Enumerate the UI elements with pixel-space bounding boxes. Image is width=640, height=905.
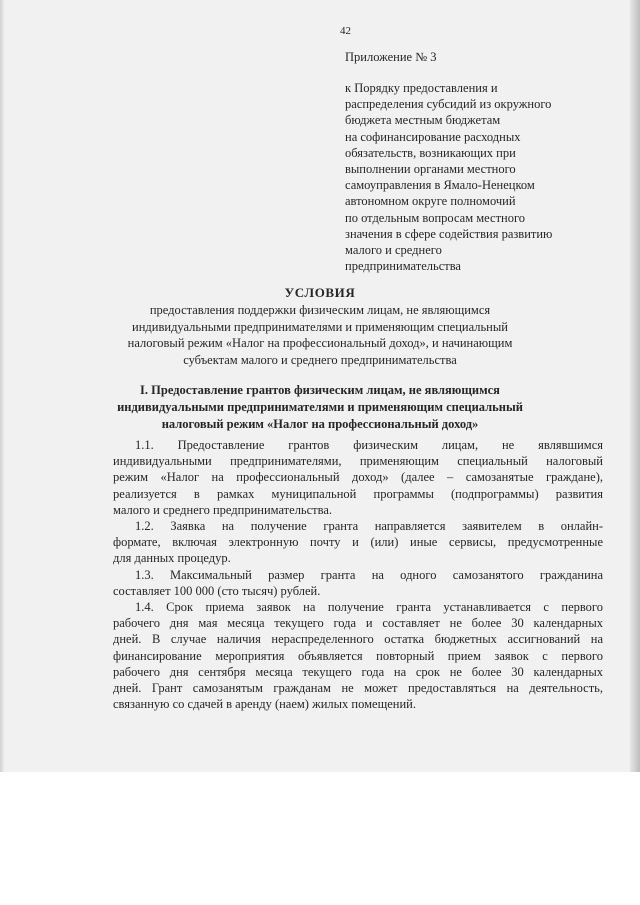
paragraph-line: 1.4. Срок приема заявок на получение гранта устанавливается с первого bbox=[135, 600, 603, 615]
appendix-reference-line: к Порядку предоставления и bbox=[345, 81, 498, 95]
scan-left-edge bbox=[0, 0, 4, 772]
paragraph-1-4 bbox=[113, 599, 603, 712]
paragraph-line: 1.3. Максимальный размер гранта на одного самозанятого гражданина bbox=[135, 567, 603, 582]
paragraph-line: реализуется в рамках муниципальной программы (подпрограммы) развития bbox=[113, 486, 603, 501]
appendix-reference-line: автономном округе полномочий bbox=[345, 194, 516, 209]
appendix-reference-line: предпринимательства bbox=[345, 259, 461, 274]
document-subtitle-line: налоговый режим «Налог на профессиональный доход», и начинающим bbox=[127, 336, 513, 351]
appendix-reference-line: обязательств, возникающих при bbox=[345, 145, 516, 160]
section-heading-line: индивидуальными предпринимателями и применяющим специальный bbox=[117, 400, 523, 414]
section-heading bbox=[60, 382, 580, 433]
paragraph-line: дней. Грант самозанятым гражданам не может предоставляться на деятельность, bbox=[113, 681, 603, 696]
appendix-reference bbox=[345, 80, 607, 274]
paragraph-line: для данных процедур. bbox=[113, 551, 231, 566]
paragraph-1-2 bbox=[113, 518, 603, 567]
paragraph-line: формате, включая электронную почту и (или) иные сервисы, предусмотренные bbox=[113, 535, 603, 550]
scan-right-edge bbox=[630, 0, 640, 772]
section-heading-line: налоговый режим «Налог на профессиональный доход» bbox=[161, 417, 479, 431]
paragraph-line: дней. В случае наличия нераспределенного остатка бюджетных ассигнований на bbox=[113, 632, 603, 647]
appendix-reference-line: по отдельным вопросам местного bbox=[345, 210, 526, 225]
appendix-reference-line: бюджета местным бюджетам bbox=[345, 113, 501, 128]
appendix-reference-line: выполнении органами местного bbox=[345, 162, 516, 177]
paragraph-line: составляет 100 000 (сто тысяч) рублей. bbox=[113, 583, 321, 598]
appendix-reference-line: малого и среднего bbox=[345, 243, 442, 258]
paragraph-line: финансирование мероприятия объявляется повторный прием заявок с первого bbox=[113, 648, 603, 663]
paragraph-line: рабочего дня мая месяца текущего года и составляет не более 30 календарных bbox=[113, 616, 603, 631]
appendix-reference-line: на софинансирование расходных bbox=[345, 129, 521, 144]
paragraph-line: 1.1. Предоставление грантов физическим лицам, не являвшимся bbox=[135, 438, 603, 452]
section-heading-line: I. Предоставление грантов физическим лицам, не являющимся bbox=[140, 383, 500, 397]
paragraph-line: 1.2. Заявка на получение гранта направляется заявителем в онлайн- bbox=[135, 519, 603, 534]
paragraph-line: индивидуальными предпринимателями, применяющим специальный налоговый bbox=[113, 454, 603, 469]
paragraph-1-1 bbox=[113, 437, 603, 518]
paragraph-1-3 bbox=[113, 567, 603, 599]
paragraph-line: связанную со сдачей в аренду (наем) жилых помещений. bbox=[113, 697, 416, 712]
document-subtitle-line: субъектам малого и среднего предпринимательства bbox=[183, 352, 457, 367]
page-number: 42 bbox=[340, 25, 351, 37]
section-body bbox=[113, 437, 603, 712]
paragraph-line: рабочего дня сентября месяца текущего года на срок не более 30 календарных bbox=[113, 664, 603, 679]
paragraph-line: режим «Налог на профессиональный доход» (далее – самозанятые граждане), bbox=[113, 470, 603, 485]
appendix-reference-line: самоуправления в Ямало-Ненецком bbox=[345, 178, 535, 193]
document-title: УСЛОВИЯ bbox=[284, 285, 356, 300]
document-subtitle-line: индивидуальными предпринимателями и применяющим специальный bbox=[132, 319, 508, 334]
document-subtitle bbox=[60, 302, 580, 368]
appendix-reference-line: распределения субсидий из окружного bbox=[345, 97, 552, 112]
appendix-reference-line: значения в сфере содействия развитию bbox=[345, 226, 553, 241]
document-subtitle-line: предоставления поддержки физическим лицам, не являющимся bbox=[149, 303, 491, 317]
paragraph-line: малого и среднего предпринимательства. bbox=[113, 502, 333, 517]
appendix-title: Приложение № 3 bbox=[345, 50, 437, 64]
